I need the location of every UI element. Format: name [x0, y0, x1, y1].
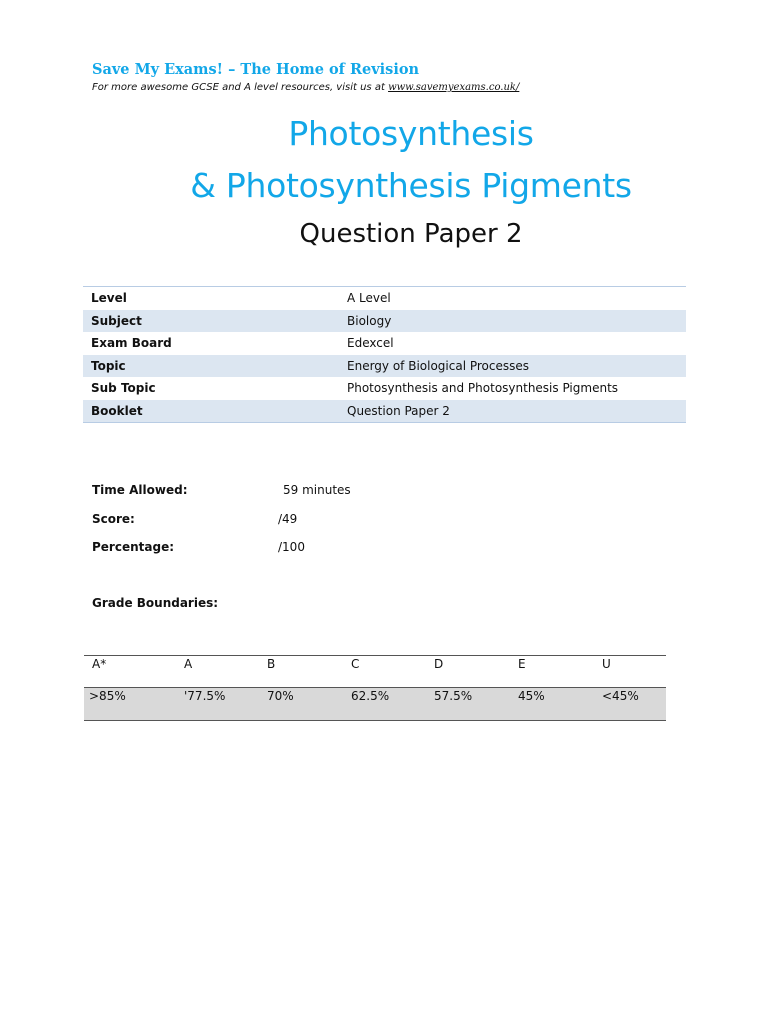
info-value: Question Paper 2 — [339, 400, 686, 423]
brand-title: Save My Exams! – The Home of Revision — [92, 61, 420, 78]
doc-title-line2: & Photosynthesis Pigments — [190, 166, 632, 205]
info-value: Energy of Biological Processes — [339, 355, 686, 378]
percentage-label: Percentage: — [92, 540, 175, 554]
brand-link[interactable]: www.savemyexams.co.uk/ — [388, 82, 520, 93]
info-key: Topic — [83, 355, 339, 378]
grade-header: U — [602, 656, 666, 688]
doc-paper-label: Question Paper 2 — [299, 219, 523, 249]
brand-subtitle-text: For more awesome GCSE and A level resources, visit us at — [92, 82, 385, 93]
grade-boundaries-label: Grade Boundaries: — [92, 596, 219, 610]
info-value: Edexcel — [347, 336, 394, 351]
info-value: A Level — [347, 291, 391, 306]
info-key: Level — [91, 291, 127, 306]
info-row-level — [83, 287, 686, 310]
info-key: Subject — [83, 310, 339, 333]
info-key: Sub Topic — [91, 381, 156, 396]
grade-header: C — [351, 656, 434, 688]
grade-value: 62.5% — [351, 688, 434, 721]
percentage-value: /100 — [278, 540, 305, 554]
time-allowed-label: Time Allowed: — [92, 483, 188, 497]
grade-values-row — [84, 688, 666, 721]
grade-header: B — [267, 656, 351, 688]
grade-value: '77.5% — [184, 688, 267, 721]
grade-header: E — [518, 656, 602, 688]
info-row-exam-board — [83, 332, 686, 355]
brand-subtitle — [92, 82, 519, 93]
info-table — [83, 286, 686, 423]
grade-header: A* — [84, 656, 184, 688]
info-row-subject — [83, 310, 686, 333]
info-key: Exam Board — [91, 336, 172, 351]
grade-value: 70% — [267, 688, 351, 721]
info-value: Biology — [339, 310, 686, 333]
score-label: Score: — [92, 512, 135, 526]
info-row-sub-topic — [83, 377, 686, 400]
grade-table — [84, 655, 666, 721]
doc-title-line1: Photosynthesis — [288, 114, 534, 153]
grade-value: >85% — [84, 688, 184, 721]
time-allowed-value: 59 minutes — [283, 483, 351, 497]
info-row-topic — [83, 355, 686, 378]
info-key: Booklet — [83, 400, 339, 423]
grade-value: <45% — [602, 688, 666, 721]
grade-header: D — [434, 656, 518, 688]
grade-value: 57.5% — [434, 688, 518, 721]
grade-header: A — [184, 656, 267, 688]
info-value: Photosynthesis and Photosynthesis Pigments — [347, 381, 619, 396]
grade-value: 45% — [518, 688, 602, 721]
info-row-booklet — [83, 400, 686, 423]
score-value: /49 — [278, 512, 298, 526]
grade-header-row — [84, 656, 666, 688]
